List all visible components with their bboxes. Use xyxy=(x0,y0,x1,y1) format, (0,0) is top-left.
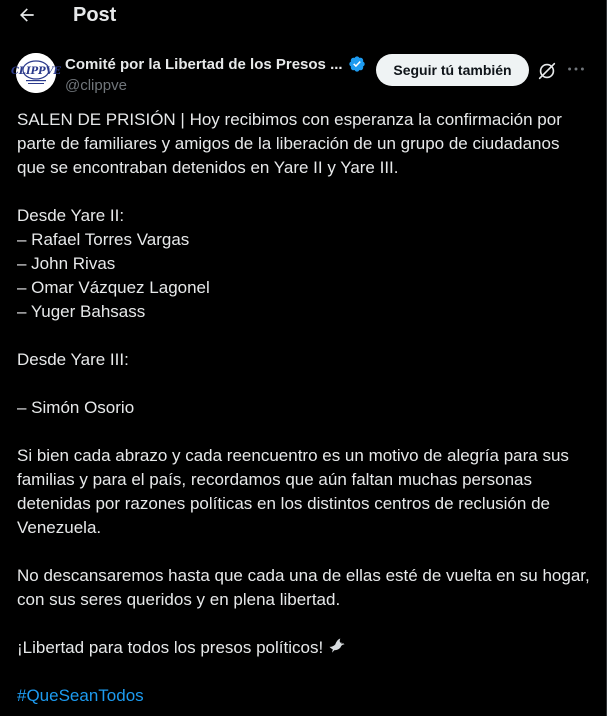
list-item: – Simón Osorio xyxy=(17,398,135,417)
dove-icon xyxy=(327,636,347,656)
author-name-line xyxy=(65,55,370,73)
more-button[interactable] xyxy=(565,58,587,80)
grok-button[interactable] xyxy=(536,60,558,82)
avatar[interactable] xyxy=(10,53,62,93)
avatar-logo-icon xyxy=(10,53,62,93)
post-paragraph-slogan xyxy=(17,636,592,660)
page-title: Post xyxy=(73,4,117,26)
list-item: – Rafael Torres Vargas xyxy=(17,230,190,249)
svg-text:CLIPPVE: CLIPPVE xyxy=(10,66,62,77)
author-display-name[interactable]: Comité por la Libertad de los Presos ... xyxy=(65,55,343,73)
post-paragraph-commitment: No descansaremos hasta que cada una de ellas esté de vuelta en su hogar, con sus seres queridos y en plena libertad. xyxy=(17,566,595,609)
author-handle[interactable]: @clippve xyxy=(65,77,127,94)
slogan-text: ¡Libertad para todos los presos políticos! xyxy=(17,638,324,657)
post-paragraph-intro: SALEN DE PRISIÓN | Hoy recibimos con esperanza la confirmación por parte de familiares y amigos de la liberación de un grupo de ciudadanos que se encontraban detenidos en Yare II y Yare III. xyxy=(17,110,567,177)
follow-button[interactable]: Seguir tú también xyxy=(376,54,529,86)
list-item: – Yuger Bahsass xyxy=(17,302,146,321)
back-arrow-icon xyxy=(17,5,37,25)
post-text xyxy=(17,108,595,708)
post-heading-yare-iii: Desde Yare III: xyxy=(17,350,129,369)
list-item: – Omar Vázquez Lagonel xyxy=(17,278,210,297)
post-paragraph-reflection: Si bien cada abrazo y cada reencuentro es un motivo de alegría para sus familias y para el país, recordamos que aún faltan muchas personas detenidas por razones políticas en los distintos centros de reclusión de Venezuela. xyxy=(17,446,574,537)
hashtag-link[interactable]: #QueSeanTodos xyxy=(17,686,144,705)
author-row xyxy=(0,50,606,96)
grok-icon xyxy=(536,60,558,82)
verified-badge-icon xyxy=(348,55,366,73)
back-button[interactable] xyxy=(12,0,42,30)
list-item: – John Rivas xyxy=(17,254,116,273)
header-bar xyxy=(0,0,606,34)
more-icon xyxy=(565,58,587,80)
post-heading-yare-ii: Desde Yare II: xyxy=(17,206,125,225)
